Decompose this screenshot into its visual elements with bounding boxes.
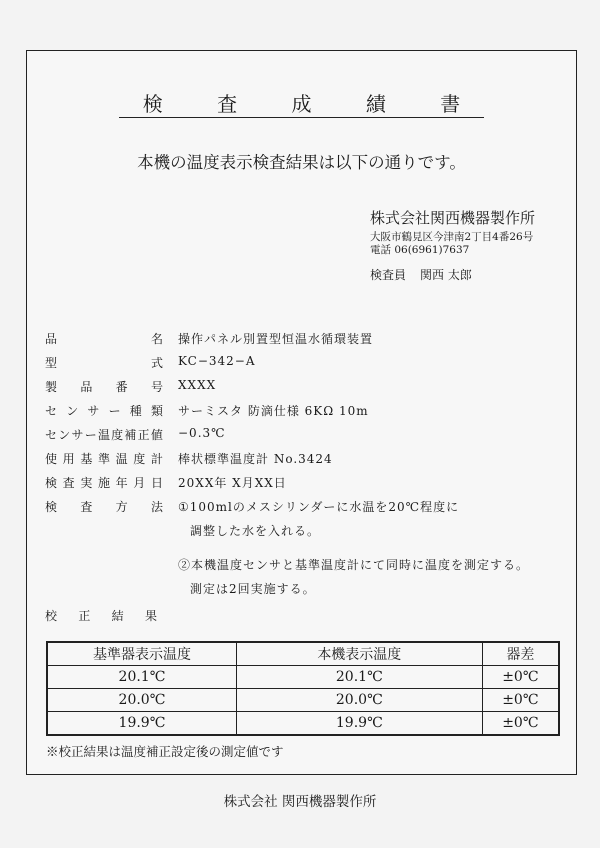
inspector-label: 検査員 bbox=[370, 268, 407, 282]
column-header: 基準器表示温度 bbox=[47, 642, 236, 666]
field-label: セ ン サ ー 種 類 bbox=[45, 404, 163, 418]
field-value: KC−342−A bbox=[178, 354, 256, 368]
company-name: 株式会社関西機器製作所 bbox=[370, 209, 536, 227]
field-value: 棒状標準温度計 No.3424 bbox=[178, 452, 333, 466]
field-label: 使 用 基 準 温 度 計 bbox=[45, 452, 163, 466]
field-label: 検 査 実 施 年 月 日 bbox=[45, 476, 163, 490]
field-value: XXXX bbox=[178, 378, 217, 392]
field-label: 型 式 bbox=[45, 356, 163, 370]
table-cell: ±0℃ bbox=[482, 666, 559, 689]
table-cell: 19.9℃ bbox=[47, 712, 236, 736]
company-address-block bbox=[370, 231, 533, 257]
calibration-table bbox=[46, 641, 560, 736]
footnote: ※校正結果は温度補正設定後の測定値です bbox=[46, 744, 284, 759]
company-phone: 電話 06(6961)7637 bbox=[370, 244, 470, 256]
table-cell: 20.1℃ bbox=[236, 666, 482, 689]
table-cell: 20.1℃ bbox=[47, 666, 236, 689]
table-cell: ±0℃ bbox=[482, 689, 559, 712]
company-address: 大阪市鶴見区今津南2丁目4番26号 bbox=[370, 231, 534, 243]
field-value: −0.3℃ bbox=[178, 426, 226, 440]
column-header: 器差 bbox=[482, 642, 559, 666]
table-cell: 20.0℃ bbox=[47, 689, 236, 712]
lead-sentence: 本機の温度表示検査結果は以下の通りです。 bbox=[137, 153, 466, 172]
document-title: 検 査 成 績 書 bbox=[27, 88, 576, 117]
field-label: 検 査 方 法 bbox=[45, 500, 163, 514]
table-cell: ±0℃ bbox=[482, 712, 559, 736]
method-line: 測定は2回実施する。 bbox=[190, 582, 316, 596]
method-line: 調整した水を入れる。 bbox=[190, 524, 321, 538]
field-value: 20XX年 X月XX日 bbox=[178, 476, 287, 490]
column-header: 本機表示温度 bbox=[236, 642, 482, 666]
certificate-frame bbox=[26, 50, 577, 775]
inspector-line bbox=[370, 266, 472, 283]
field-value: ①100mlのメスシリンダーに水温を20℃程度に bbox=[178, 500, 460, 514]
table-row bbox=[47, 689, 559, 712]
footer-company-name: 株式会社 関西機器製作所 bbox=[223, 794, 377, 810]
method-line: ②本機温度センサと基準温度計にて同時に温度を測定する。 bbox=[178, 558, 530, 572]
field-value: サーミスタ 防滴仕様 6KΩ 10m bbox=[178, 404, 369, 418]
field-value: 操作パネル別置型恒温水循環装置 bbox=[178, 332, 374, 346]
table-cell: 20.0℃ bbox=[236, 689, 482, 712]
inspector-name: 関西 太郎 bbox=[420, 268, 472, 282]
table-row bbox=[47, 712, 559, 736]
table-row bbox=[47, 666, 559, 689]
table-header-row bbox=[47, 642, 559, 666]
field-label: 品 名 bbox=[45, 332, 163, 346]
table-cell: 19.9℃ bbox=[236, 712, 482, 736]
field-label: セ ン サ ー 温 度 補 正 値 bbox=[45, 428, 163, 442]
field-label: 製 品 番 号 bbox=[45, 380, 163, 394]
field-label: 校 正 結 果 bbox=[45, 609, 157, 623]
